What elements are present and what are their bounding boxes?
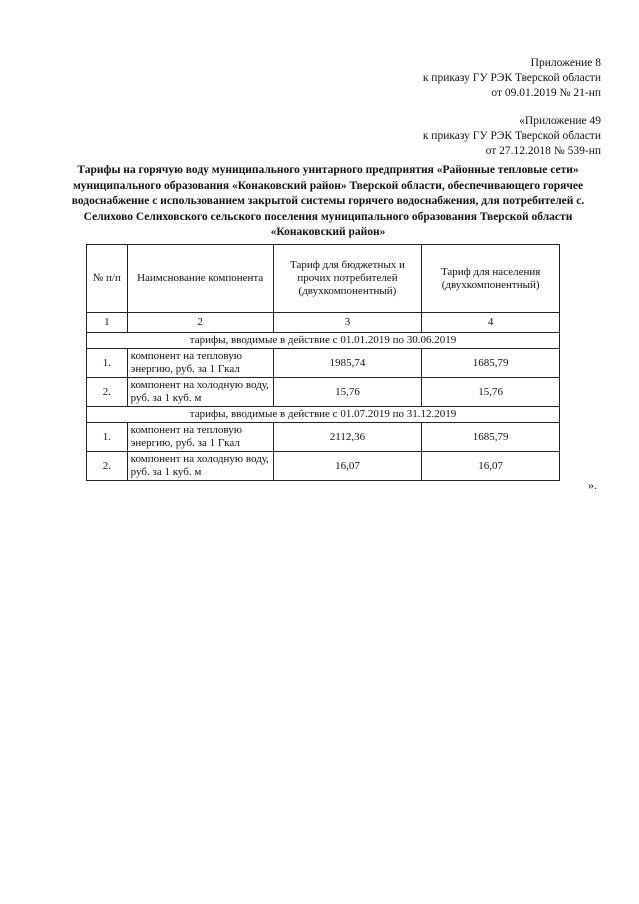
header-name: Наимснование компонента xyxy=(127,245,273,313)
table-header-row xyxy=(87,245,560,313)
index-cell: 3 xyxy=(273,313,422,333)
appendix-current xyxy=(423,56,601,101)
appendix-previous-line2: к приказу ГУ РЭК Тверской области xyxy=(422,130,601,142)
index-cell: 4 xyxy=(422,313,560,333)
row-name: компонент на холодную воду, руб. за 1 куб. м xyxy=(127,452,273,481)
appendix-current-line3: от 09.01.2019 № 21-нп xyxy=(491,87,601,99)
row-num: 2. xyxy=(87,452,128,481)
row-name: компонент на тепловую энергию, руб. за 1 Гкал xyxy=(127,423,273,452)
period-label: тарифы, вводимые в действие с 01.07.2019 по 31.12.2019 xyxy=(87,407,560,423)
title-line4: Селихово Селиховского сельского поселения муниципального образования Тверской области xyxy=(83,210,573,223)
appendix-previous-line1: «Приложение 49 xyxy=(519,115,601,127)
period-label: тарифы, вводимые в действие с 01.01.2019 по 30.06.2019 xyxy=(87,333,560,349)
table-row xyxy=(87,423,560,452)
table-row xyxy=(87,452,560,481)
row-population: 16,07 xyxy=(422,452,560,481)
table-row xyxy=(87,378,560,407)
index-cell: 2 xyxy=(127,313,273,333)
title-line3: водоснабжение с использованием закрытой системы горячего водоснабжения, для потребителей с. xyxy=(71,195,585,207)
header-budget: Тариф для бюджетных и прочих потребителей (двухкомпонентный) xyxy=(273,245,422,313)
row-num: 1. xyxy=(87,423,128,452)
row-budget: 2112,36 xyxy=(273,423,422,452)
appendix-current-line2: к приказу ГУ РЭК Тверской области xyxy=(422,72,601,84)
appendix-current-line1: Приложение 8 xyxy=(530,57,601,69)
row-name: компонент на тепловую энергию, руб. за 1 Гкал xyxy=(127,349,273,378)
title-line1: Тарифы на горячую воду муниципального унитарного предприятия «Районные тепловые сети» xyxy=(77,164,579,176)
header-population: Тариф для населения (двухкомпонентный) xyxy=(422,245,560,313)
period-row xyxy=(87,333,560,349)
header-num: № п/п xyxy=(87,245,128,313)
tariff-table xyxy=(86,244,560,481)
row-budget: 16,07 xyxy=(273,452,422,481)
index-cell: 1 xyxy=(87,313,128,333)
row-budget: 1985,74 xyxy=(273,349,422,378)
row-num: 2. xyxy=(87,378,128,407)
title-line5: «Конаковский район» xyxy=(270,226,386,238)
period-row xyxy=(87,407,560,423)
row-budget: 15,76 xyxy=(273,378,422,407)
table-row xyxy=(87,349,560,378)
table-index-row xyxy=(87,313,560,333)
row-name: компонент на холодную воду, руб. за 1 куб. м xyxy=(127,378,273,407)
row-population: 1685,79 xyxy=(422,423,560,452)
title-line2: муниципального образования «Конаковский район» Тверской области, обеспечивающего горячее xyxy=(72,179,584,192)
closing-quote: ». xyxy=(588,478,597,492)
row-population: 1685,79 xyxy=(422,349,560,378)
row-num: 1. xyxy=(87,349,128,378)
appendix-previous xyxy=(423,114,601,159)
appendix-previous-line3: от 27.12.2018 № 539-нп xyxy=(485,145,601,157)
row-population: 15,76 xyxy=(422,378,560,407)
document-title xyxy=(50,163,606,241)
